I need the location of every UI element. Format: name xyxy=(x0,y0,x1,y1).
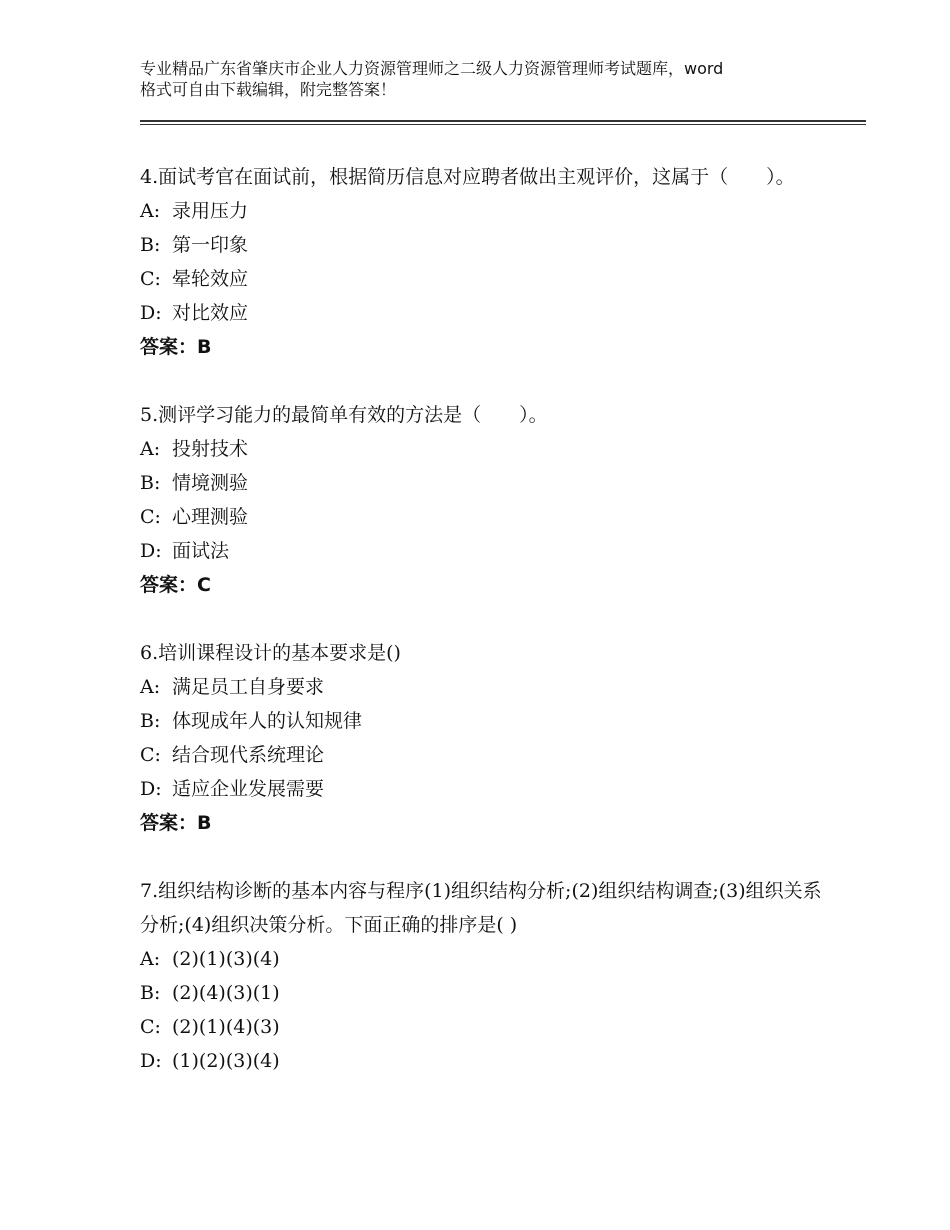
question-4 xyxy=(140,160,840,364)
question-5 xyxy=(140,398,840,602)
header-divider-thin xyxy=(140,124,866,125)
answer-label: 答案：B xyxy=(140,336,212,358)
option-c: C: 心理测验 xyxy=(140,506,249,528)
option-d: D: 对比效应 xyxy=(140,302,249,324)
document-header xyxy=(140,58,830,100)
question-text: 5.测评学习能力的最简单有效的方法是（ ）。 xyxy=(140,404,548,426)
option-a: A: (2)(1)(3)(4) xyxy=(140,948,280,970)
answer-label: 答案：C xyxy=(140,574,211,596)
option-a: A: 投射技术 xyxy=(140,438,249,460)
header-line-2: 格式可自由下载编辑，附完整答案！ xyxy=(140,80,397,99)
header-line-1: 专业精品广东省肇庆市企业人力资源管理师之二级人力资源管理师考试题库，word xyxy=(140,59,724,78)
question-text: 7.组织结构诊断的基本内容与程序(1)组织结构分析;(2)组织结构调查;(3)组织关系分析;(4)组织决策分析。下面正确的排序是( ) xyxy=(140,880,822,936)
option-c: C: 晕轮效应 xyxy=(140,268,249,290)
option-a: A: 录用压力 xyxy=(140,200,249,222)
option-b: B: 情境测验 xyxy=(140,472,249,494)
option-c: C: (2)(1)(4)(3) xyxy=(140,1016,280,1038)
question-text: 6.培训课程设计的基本要求是() xyxy=(140,642,401,664)
option-d: D: (1)(2)(3)(4) xyxy=(140,1050,280,1072)
header-divider-thick xyxy=(140,120,866,122)
option-c: C: 结合现代系统理论 xyxy=(140,744,325,766)
question-text: 4.面试考官在面试前，根据简历信息对应聘者做出主观评价，这属于（ ）。 xyxy=(140,166,795,188)
answer-label: 答案：B xyxy=(140,812,212,834)
question-6 xyxy=(140,636,840,840)
option-d: D: 适应企业发展需要 xyxy=(140,778,325,800)
option-b: B: 第一印象 xyxy=(140,234,249,256)
question-7 xyxy=(140,874,840,1078)
option-b: B: (2)(4)(3)(1) xyxy=(140,982,280,1004)
option-d: D: 面试法 xyxy=(140,540,230,562)
option-a: A: 满足员工自身要求 xyxy=(140,676,325,698)
question-list xyxy=(140,160,840,1112)
option-b: B: 体现成年人的认知规律 xyxy=(140,710,363,732)
